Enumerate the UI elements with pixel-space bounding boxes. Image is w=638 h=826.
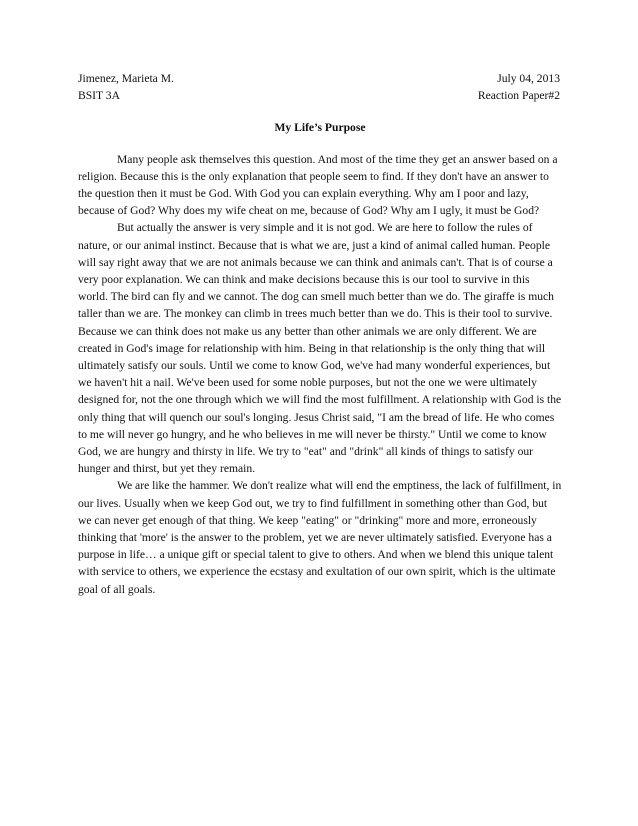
document-page (78, 70, 562, 598)
body-paragraph-3 (78, 477, 562, 597)
paragraph-text: We are like the hammer. We don't realize what will end the emptiness, the lack of fulfillment, in our lives. Usually when we keep God out, we try to find fulfillment in something other than God, but we can never get enough of that thing. We keep "eating" or "drinking" more and more, erroneously thinking that 'more' is the answer to the problem, yet we are never ultimately satisfied. Everyone has a purpose in life… a unique gift or special talent to give to others. And when we blend this unique talent with service to others, we experience the ecstasy and exultation of our own spirit, which is the ultimate goal of all goals. (78, 479, 562, 596)
paper-label: Reaction Paper#2 (477, 89, 560, 103)
paragraph-text: But actually the answer is very simple and it is not god. We are here to follow the rules of nature, or our animal instinct. Because that is what we are, just a kind of animal called human. People will say right away that we are not animals because we can think and animals can't. That is of course a very poor explanation. We can think and make decisions because this is our tool to survive in this world. The bird can fly and we cannot. The dog can smell much better than we do. The giraffe is much taller than we are. The monkey can climb in trees much better than we do. This is their tool to survive. Because we can think does not make us any better than other animals we are only different. We are created in God's image for relationship with him. Being in that relationship is the only thing that will ultimately satisfy our souls. Until we come to know God, we've had many wonderful experiences, but we haven't hit a nail. We've been used for some noble purposes, but not the one we were ultimately designed for, not the one through which we will find the most fulfillment. A relationship with God is the only thing that will quench our soul's longing. Jesus Christ said, "I am the bread of life. He who comes to me will never go hungry, and he who believes in me will never be thirsty." Until we come to know God, we are hungry and thirsty in life. We try to "eat" and "drink" all kinds of things to satisfy our hunger and thirst, but yet they remain. (78, 221, 562, 476)
paragraph-text: Many people ask themselves this question. And most of the time they get an answer based on a religion. Because this is the only explanation that people seem to find. If they don't have an answer to the question then it must be God. With God you can explain everything. Why am I poor and lazy, because of God? Why does my wife cheat on me, because of God? Why am I ugly, it must be God? (78, 152, 558, 218)
body-paragraph-1 (78, 151, 562, 220)
header-row-1 (78, 70, 562, 87)
document-date: July 04, 2013 (497, 72, 560, 85)
author-name: Jimenez, Marieta M. (78, 72, 174, 85)
document-title: My Life’s Purpose (274, 121, 366, 135)
class-section: BSIT 3A (78, 89, 120, 103)
header-row-2 (78, 87, 562, 104)
body-paragraph-2 (78, 219, 562, 477)
